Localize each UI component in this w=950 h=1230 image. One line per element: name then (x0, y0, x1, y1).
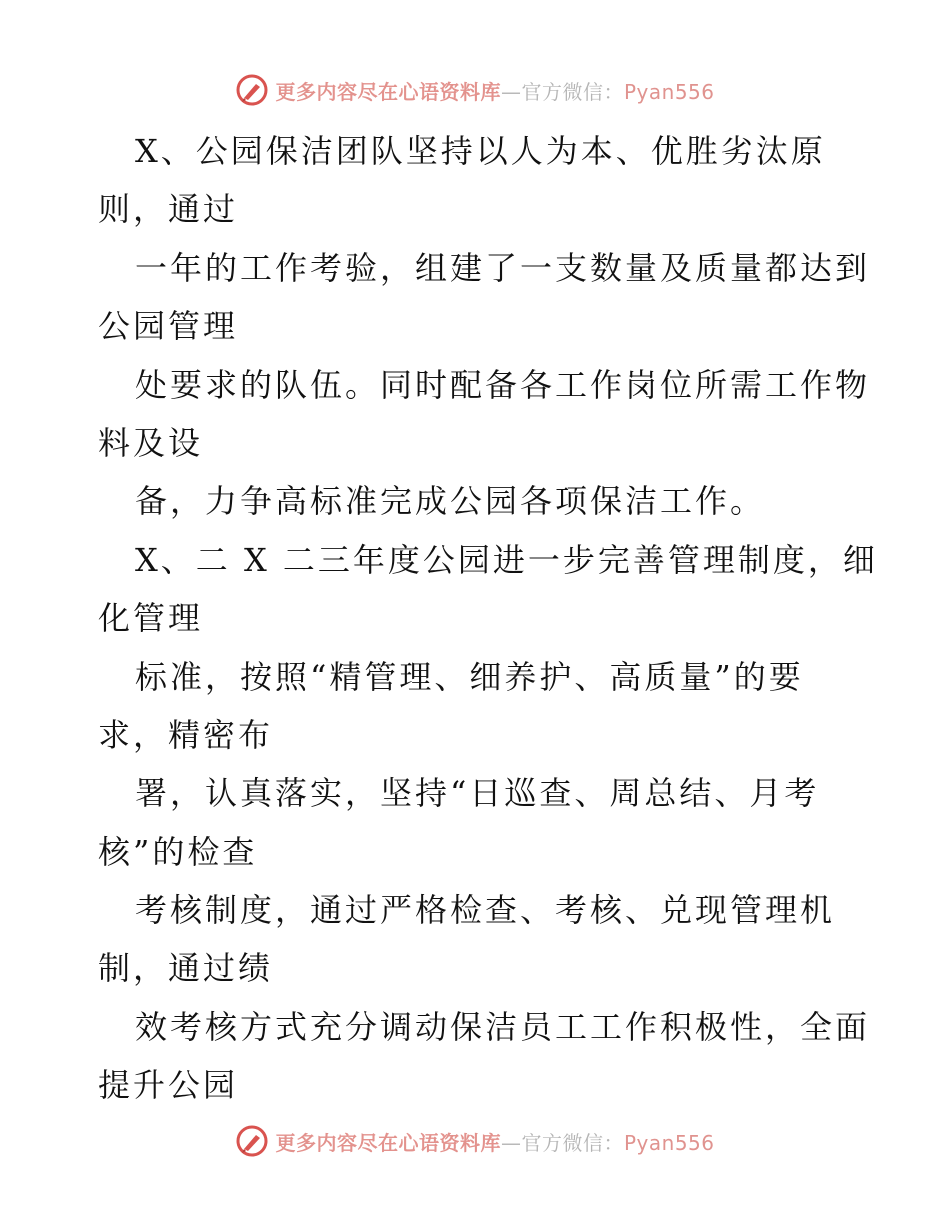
text-line: 处要求的队伍。同时配备各工作岗位所需工作物 (135, 365, 871, 404)
header-watermark (0, 70, 950, 110)
text-line: 求，精密布 (98, 715, 274, 754)
text-line: 则，通过 (98, 190, 239, 229)
text-line: X、二 X 二三年度公园进一步完善管理制度，细 (135, 540, 878, 579)
text-line: 标准，按照“精管理、细养护、高质量”的要 (135, 657, 804, 696)
watermark-contact-label: 官方微信： (521, 1130, 624, 1155)
watermark-text (275, 76, 714, 105)
text-line: 公园管理 (98, 307, 239, 346)
text-line: 一年的工作考验，组建了一支数量及质量都达到 (135, 248, 871, 287)
text-line: 效考核方式充分调动保洁员工工作积极性，全面 (135, 1007, 871, 1046)
text-line: 署，认真落实，坚持“日巡查、周总结、月考 (135, 774, 820, 813)
text-line: 考核制度，通过严格检查、考核、兑现管理机 (135, 891, 836, 930)
watermark-group (235, 73, 714, 107)
text-line: 核”的检查 (98, 832, 258, 871)
watermark-contact-id: Pyan556 (623, 1130, 715, 1155)
text-line: 提升公园 (98, 1066, 239, 1105)
text-line: 料及设 (98, 423, 204, 462)
document-body (98, 122, 878, 1115)
watermark-group (235, 1124, 714, 1158)
watermark-brand: 更多内容尽在心语资料库 (275, 79, 501, 104)
text-line: 化管理 (98, 599, 204, 638)
text-line: X、公园保洁团队坚持以人为本、优胜劣汰原 (135, 132, 826, 170)
watermark-contact-id: Pyan556 (623, 79, 715, 104)
watermark-separator: — (500, 79, 522, 104)
text-line: 备，力争高标准完成公园各项保洁工作。 (135, 482, 766, 521)
footer-watermark (0, 1121, 950, 1161)
watermark-brand: 更多内容尽在心语资料库 (275, 1130, 501, 1155)
text-line: 制，通过绩 (98, 949, 274, 988)
pen-logo-icon (235, 1124, 269, 1158)
watermark-contact-label: 官方微信： (521, 79, 624, 104)
watermark-text (275, 1127, 714, 1156)
watermark-separator: — (500, 1130, 522, 1155)
pen-logo-icon (235, 73, 269, 107)
